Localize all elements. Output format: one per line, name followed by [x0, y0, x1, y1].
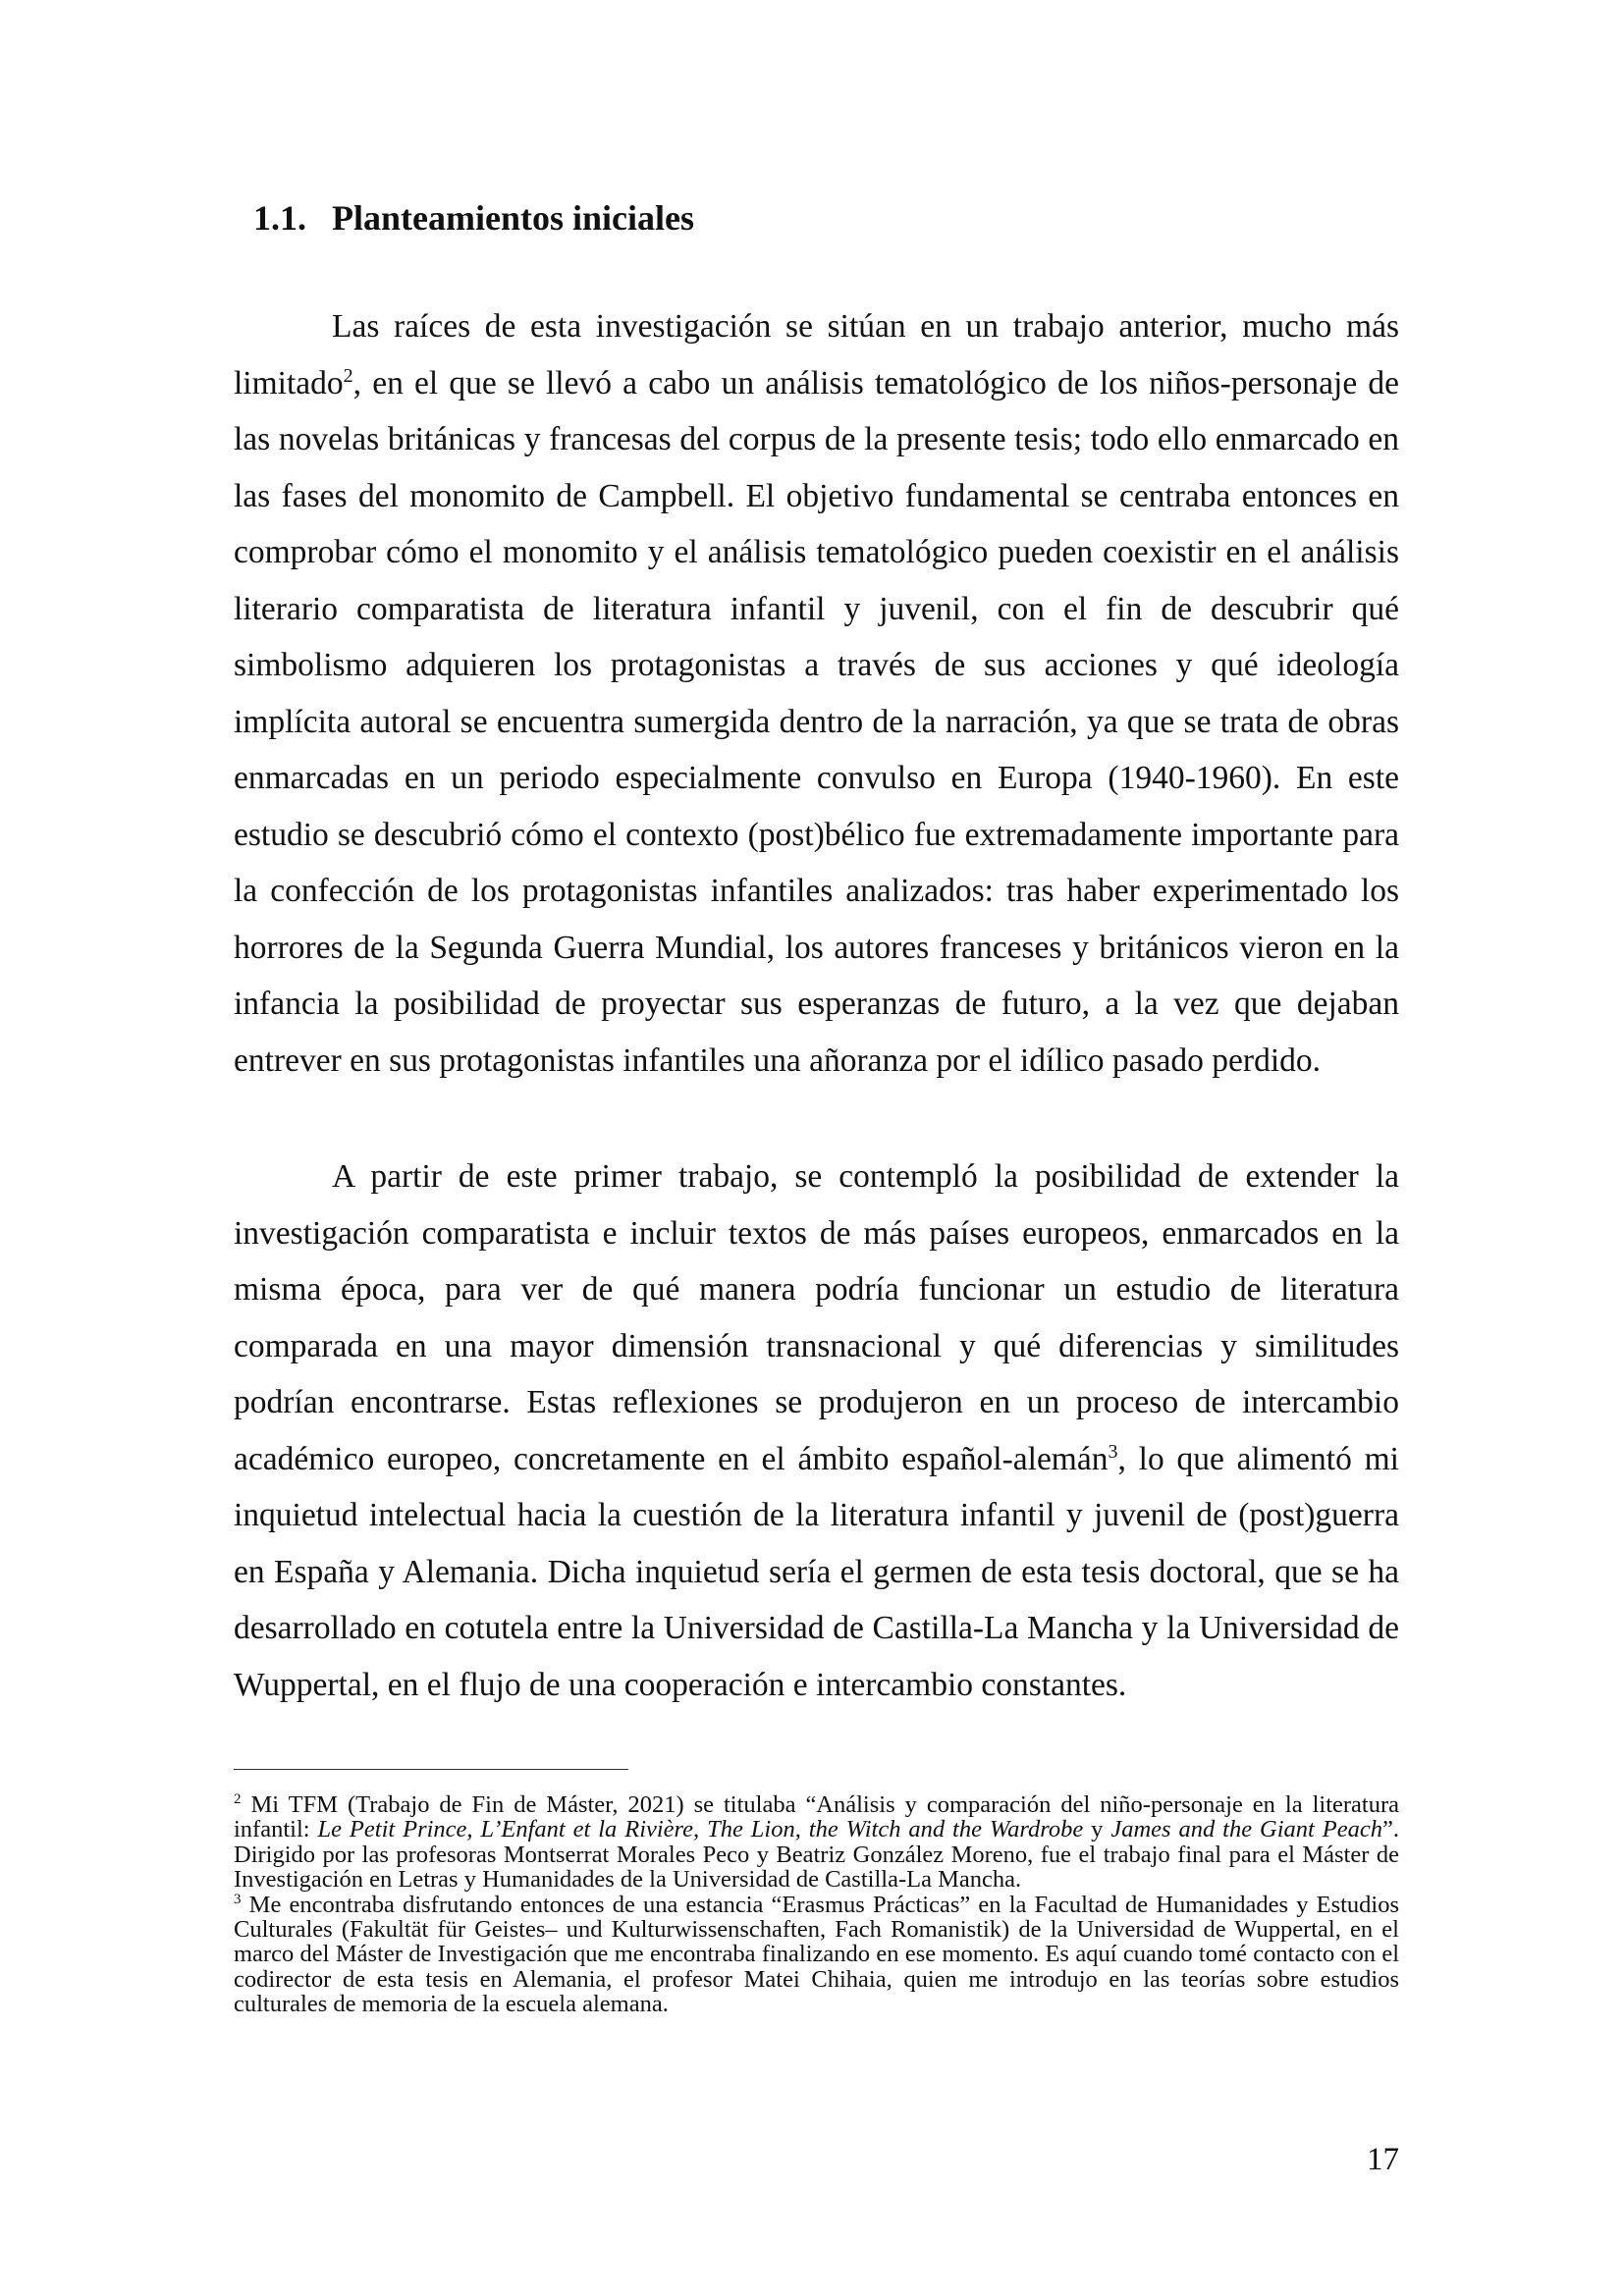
- section-number: 1.1.: [253, 198, 306, 238]
- paragraph-2-text-b: , lo que alimentó mi inquietud intelectual hacia la cuestión de la literatura infantil y juvenil de (post)guerra en España y Alemania. Dicha inquietud sería el germen de esta tesis doctoral, que se ha desarrollado en cotutela entre la Universidad de Castilla-La Mancha y la Universidad de Wuppertal, en el flujo de una cooperación e intercambio constantes.: [234, 1440, 1399, 1703]
- paragraph-1-text-a: Las raíces de esta investigación se sitúan en un trabajo anterior, mucho más limitado: [234, 308, 1399, 401]
- footnote-3-text: Me encontraba disfrutando entonces de una estancia “Erasmus Prácticas” en la Facultad de Humanidades y Estudios Culturales (Fakultät für Geistes– und Kulturwissenschaften, Fach Romanistik) de la Universidad de Wuppertal, en el marco del Máster de Investigación que me encontraba finalizando en ese momento. Es aquí cuando tomé contacto con el codirector de esta tesis en Alemania, el profesor Matei Chihaia, quien me introdujo en las teorías sobre estudios culturales de memoria de la escuela alemana.: [234, 1891, 1399, 2018]
- paragraph-1: [234, 298, 1399, 1089]
- footnote-2-text-b: y: [1083, 1816, 1111, 1843]
- footnote-separator: [234, 1769, 628, 1770]
- paragraph-2-text-a: A partir de este primer trabajo, se contempló la posibilidad de extender la investigación comparatista e incluir textos de más países europeos, enmarcados en la misma época, para ver de qué manera podría funcionar un estudio de literatura comparada en una mayor dimensión transnacional y qué diferencias y similitudes podrían encontrarse. Estas reflexiones se produjeron en un proceso de intercambio académico europeo, concretamente en el ámbito español-alemán: [234, 1158, 1399, 1477]
- page-number: 17: [1367, 2142, 1399, 2177]
- footnote-3: [234, 1893, 1399, 2017]
- footnote-2-title-italic-a: Le Petit Prince, L’Enfant et la Rivière, The Lion, the Witch and the Wardrobe: [317, 1816, 1084, 1843]
- footnote-2-title-italic-b: James and the Giant Peach: [1110, 1816, 1382, 1843]
- footnote-3-marker: 3: [234, 1891, 242, 1907]
- footnotes: [234, 1792, 1399, 2017]
- footnote-ref-2: 2: [343, 364, 353, 387]
- section-heading: [253, 194, 694, 241]
- footnote-2-text-c: ”. Dirigido por las profesoras Montserrat Morales Peco y Beatriz González Moreno, fue el trabajo final para el Máster de Investigación en Letras y Humanidades de la Universidad de Castilla-La Mancha.: [234, 1816, 1399, 1894]
- paragraph-1-text-b: , en el que se llevó a cabo un análisis tematológico de los niños-personaje de las novelas británicas y francesas del corpus de la presente tesis; todo ello enmarcado en las fases del monomito de Campbell. El objetivo fundamental se centraba entonces en comprobar cómo el monomito y el análisis tematológico pueden coexistir en el análisis literario comparatista de literatura infantil y juvenil, con el fin de descubrir qué simbolismo adquieren los protagonistas a través de sus acciones y qué ideología implícita autoral se encuentra sumergida dentro de la narración, ya que se trata de obras enmarcadas en un periodo especialmente convulso en Europa (1940-1960). En este estudio se descubrió cómo el contexto (post)bélico fue extremadamente importante para la confección de los protagonistas infantiles analizados: tras haber experimentado los horrores de la Segunda Guerra Mundial, los autores franceses y británicos vieron en la infancia la posibilidad de proyectar sus esperanzas de futuro, a la vez que dejaban entrever en sus protagonistas infantiles una añoranza por el idílico pasado perdido.: [234, 364, 1399, 1079]
- paragraph-2: [234, 1148, 1399, 1713]
- footnote-2-text-a: Mi TFM (Trabajo de Fin de Máster, 2021) se titulaba “Análisis y comparación del niño-personaje en la literatura infantil:: [234, 1791, 1399, 1843]
- footnote-2: [234, 1792, 1399, 1893]
- section-title: Planteamientos iniciales: [332, 198, 694, 238]
- footnote-ref-3: 3: [1108, 1440, 1118, 1463]
- footnote-2-marker: 2: [234, 1790, 242, 1807]
